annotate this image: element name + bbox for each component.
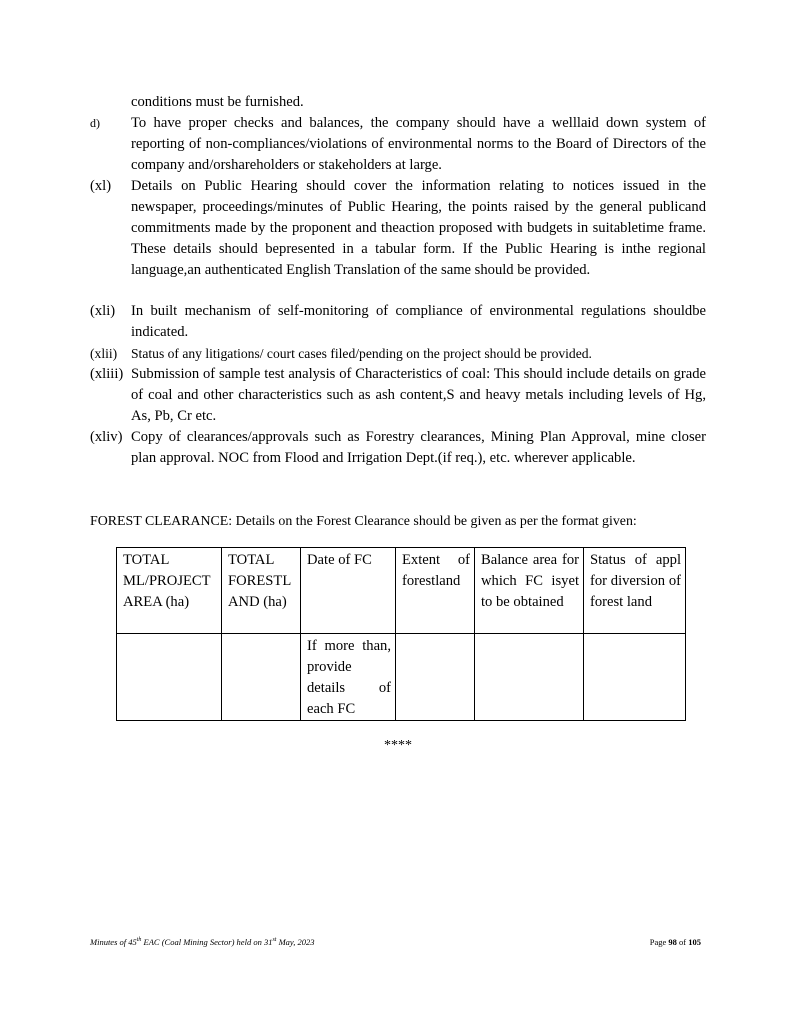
paragraph-text: To have proper checks and balances, the company should have a welllaid down system of reporting of non-compliances/violations of environmental norms to the Board of Directors of the company and/orshareholders or stakeholders at large. xyxy=(131,115,706,173)
paragraph-label: (xliv) xyxy=(90,429,123,445)
paragraph-continuation: conditions must be furnished. xyxy=(131,94,304,110)
table-header-cell: Status of appl for diversion of forest land xyxy=(584,548,686,634)
table-cell xyxy=(396,634,475,721)
table-header-cell: TOTAL ML/PROJECT AREA (ha) xyxy=(117,548,222,634)
paragraph-label: d) xyxy=(90,116,100,130)
paragraph-d xyxy=(90,113,706,176)
paragraph-xliii xyxy=(90,364,706,427)
table-cell xyxy=(117,634,222,721)
paragraph-text: Details on Public Hearing should cover the information relating to notices issued in the newspaper, proceedings/minutes of Public Hearing, the points raised by the general publicand commitments made by the proponent and theaction proposed with budgets in suitabletime frame. These details should bepresented in a tabular form. If the Public Hearing is inthe regional language,an authenticated English Translation of the same should be provided. xyxy=(131,178,706,278)
footer-meeting-reference: Minutes of 45th EAC (Coal Mining Sector) held on 31st May, 2023 xyxy=(90,937,315,947)
footer-page-number: Page 98 of 105 xyxy=(649,937,701,947)
paragraph-label: (xl) xyxy=(90,178,112,194)
paragraph-label: (xlii) xyxy=(90,346,118,361)
paragraph-xliv xyxy=(90,427,706,469)
paragraph-xli xyxy=(90,301,706,343)
paragraph-label: (xli) xyxy=(90,303,116,319)
paragraph-xl xyxy=(90,176,706,281)
forest-clearance-heading: FOREST CLEARANCE: Details on the Forest Clearance should be given as per the format given: xyxy=(90,514,637,529)
table-cell xyxy=(475,634,584,721)
table-header-row xyxy=(117,548,686,634)
table-header-cell: Extent of forestland xyxy=(396,548,475,634)
forest-clearance-table xyxy=(116,547,686,721)
paragraph-text: In built mechanism of self-monitoring of compliance of environmental regulations shouldbe indicated. xyxy=(131,303,706,340)
end-marker: **** xyxy=(384,738,412,753)
paragraph-text: Copy of clearances/approvals such as Forestry clearances, Mining Plan Approval, mine closer plan approval. NOC from Flood and Irrigation Dept.(if req.), etc. wherever applicable. xyxy=(131,429,706,466)
paragraph-text: Status of any litigations/ court cases filed/pending on the project should be provided. xyxy=(131,346,592,361)
table-row xyxy=(117,634,686,721)
table-header-cell: Balance area for which FC isyet to be obtained xyxy=(475,548,584,634)
table-cell: If more than, provide details of each FC xyxy=(301,634,396,721)
table-header-cell: TOTAL FORESTL AND (ha) xyxy=(222,548,301,634)
paragraph-xlii xyxy=(90,343,706,364)
paragraph-label: (xliii) xyxy=(90,366,124,382)
paragraph-text: Submission of sample test analysis of Characteristics of coal: This should include details on grade of coal and other characteristics such as ash content,S and heavy metals including levels of Hg, As, Pb, Cr etc. xyxy=(131,366,706,424)
table-cell xyxy=(584,634,686,721)
table-header-cell: Date of FC xyxy=(301,548,396,634)
table-cell xyxy=(222,634,301,721)
